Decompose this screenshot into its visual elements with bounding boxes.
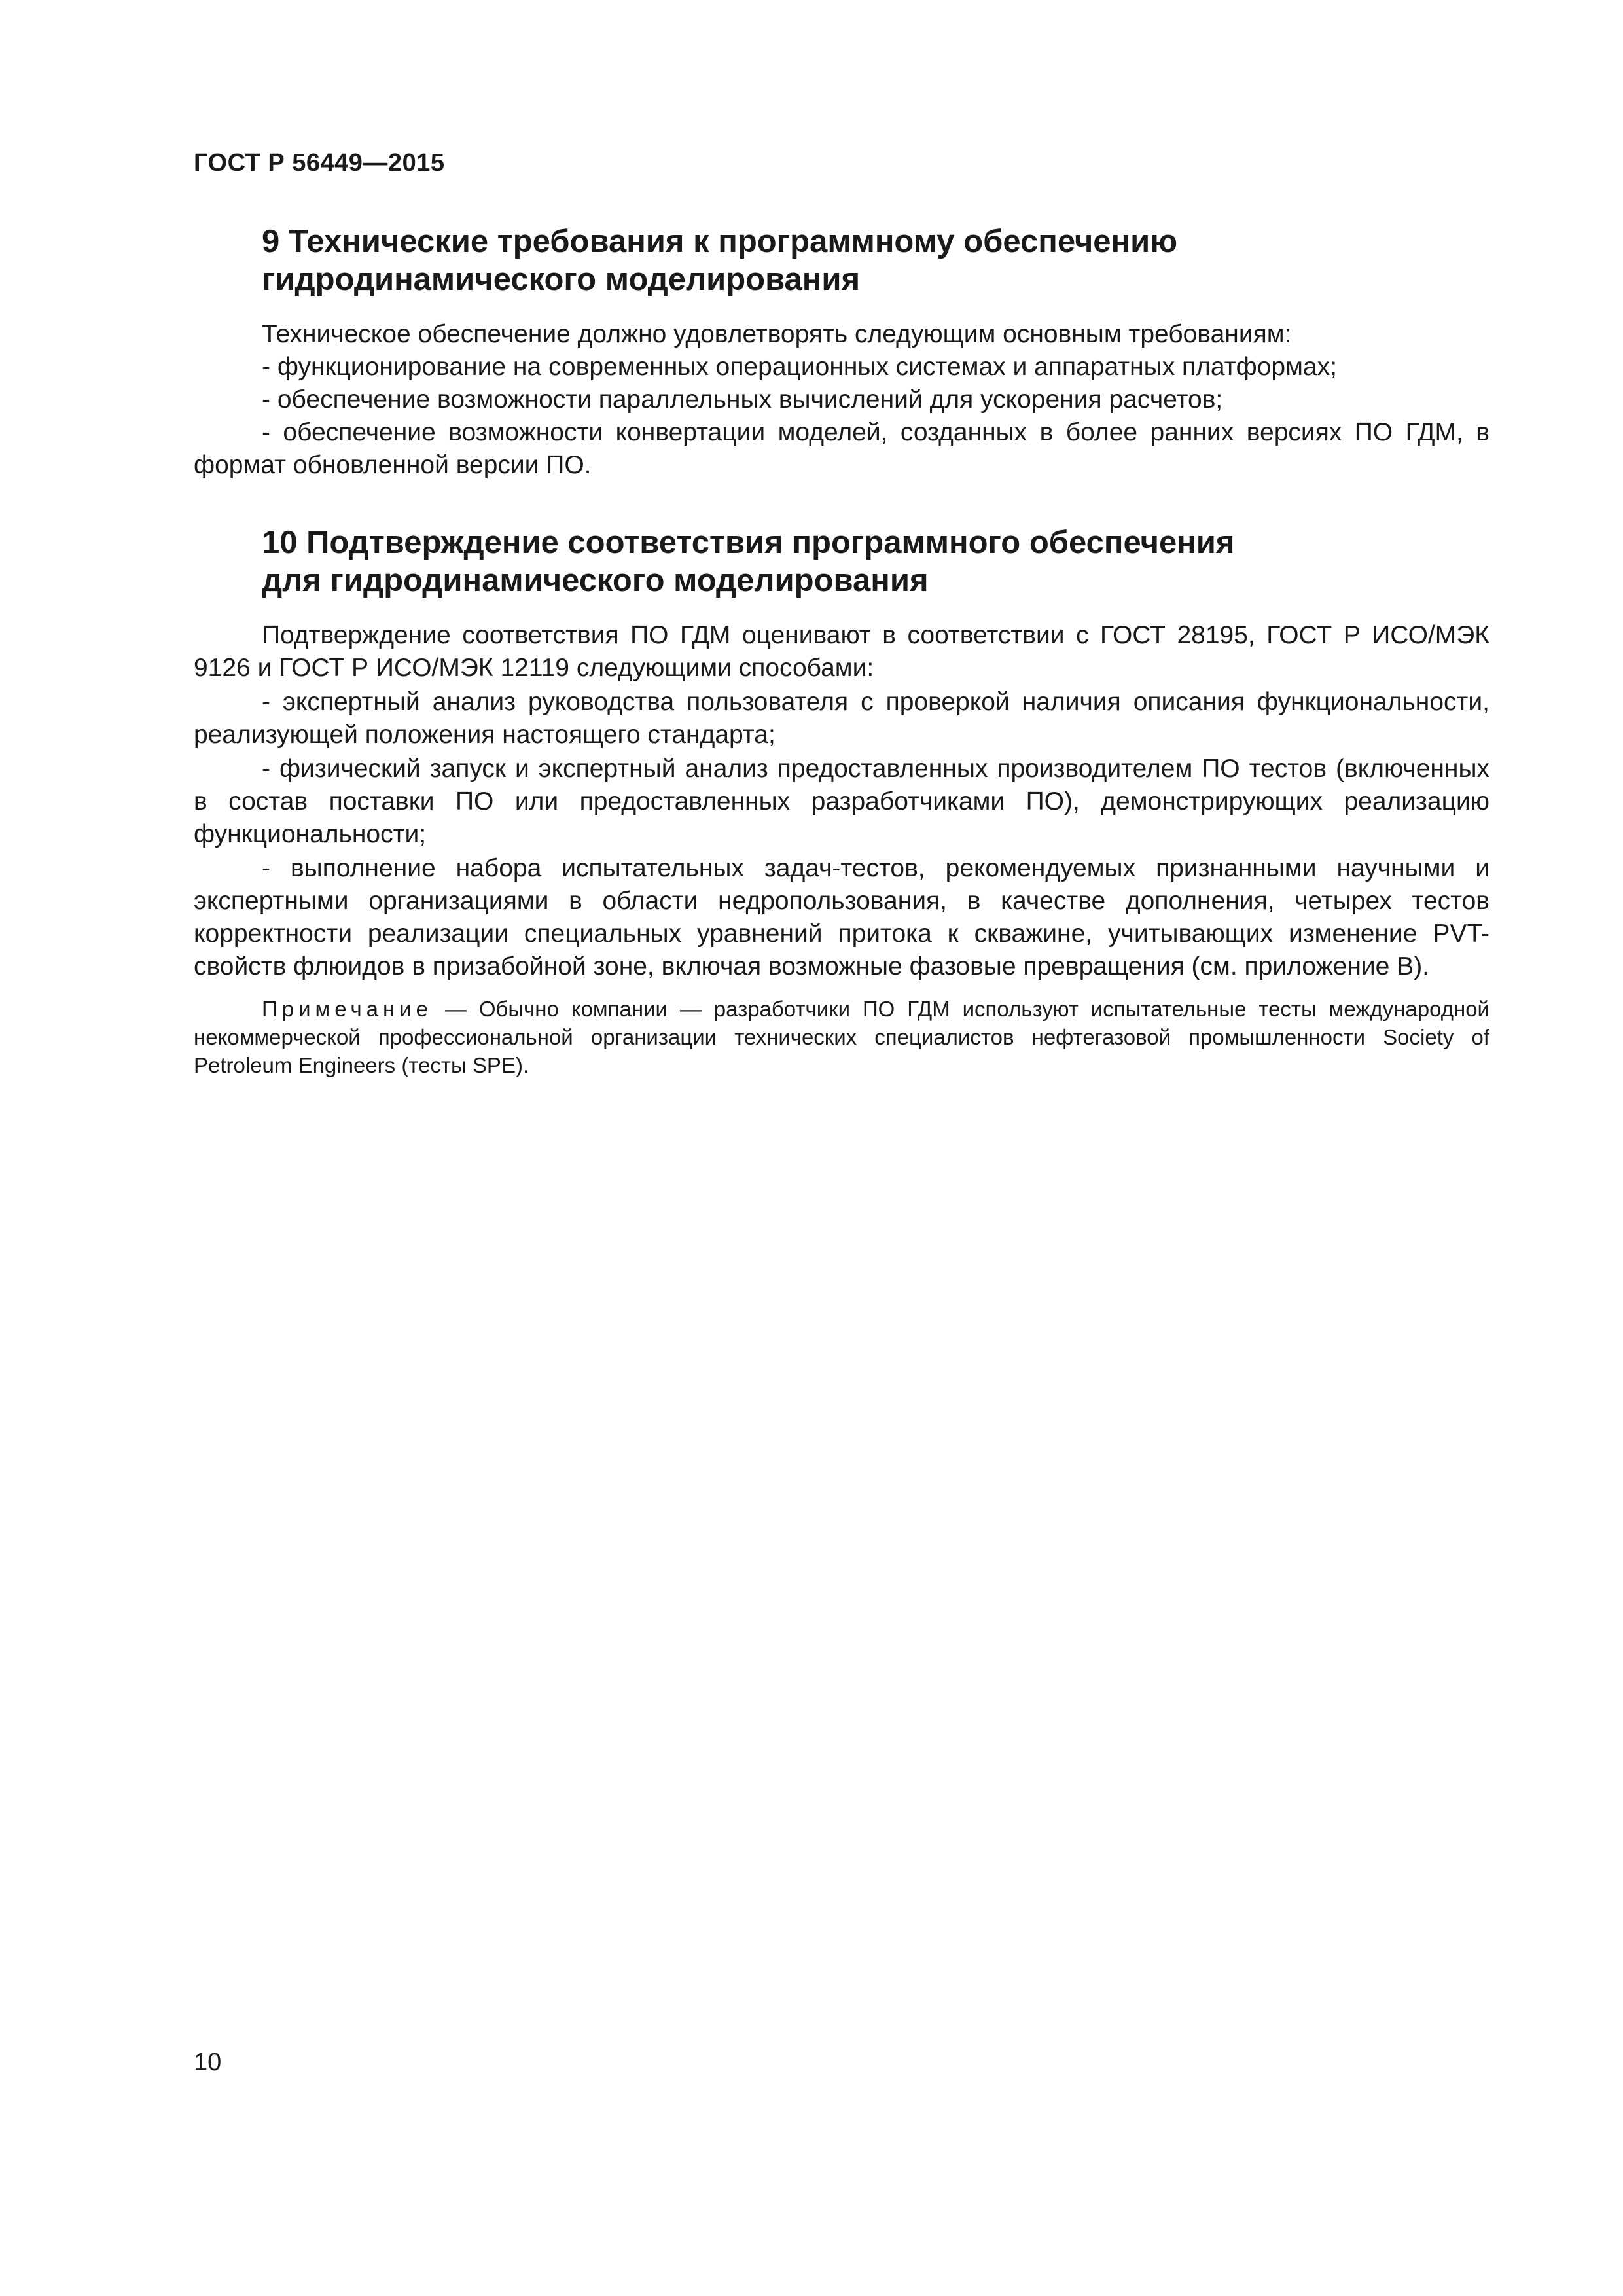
section-10-item: - выполнение набора испытательных задач-тестов, рекомендуемых признанными научными и экспертными организациями в области недропользования, в качестве дополнения, четырех тестов корректности реализации специальных уравнений притока к скважине, учитывающих изменение PVT-свойств флюидов в призабойной зоне, включая возможные фазовые превращения (см. приложение В). (194, 854, 1489, 980)
standard-code-header: ГОСТ Р 56449—2015 (194, 149, 445, 177)
section-9-heading (262, 223, 1489, 298)
section-10-heading-line-2: для гидродинамического моделирования (262, 563, 929, 598)
note (194, 995, 1489, 1079)
section-10-item: - физический запуск и экспертный анализ предоставленных производителем ПО тестов (включенных в состав поставки ПО или предоставленных разработчиками ПО), демонстрирующих реализацию функциональности; (194, 755, 1489, 848)
section-10 (194, 524, 1489, 1079)
section-9-heading-line-2: гидродинамического моделирования (262, 262, 861, 297)
section-9-item: - обеспечение возможности конвертации моделей, созданных в более ранних версиях ПО ГДМ, в формат обновленной версии ПО. (194, 418, 1489, 479)
section-9-intro: Техническое обеспечение должно удовлетворять следующим основным требованиям: (262, 320, 1292, 348)
section-10-intro: Подтверждение соответствия ПО ГДМ оценивают в соответствии с ГОСТ 28195, ГОСТ Р ИСО/МЭК 9126 и ГОСТ Р ИСО/МЭК 12119 следующими способами: (194, 621, 1489, 682)
section-9 (194, 223, 1489, 482)
section-10-item: - экспертный анализ руководства пользователя с проверкой наличия описания функциональности, реализующей положения настоящего стандарта; (194, 688, 1489, 749)
note-label: Примечание (262, 997, 433, 1021)
section-9-heading-line-1: 9 Технические требования к программному обеспечению (262, 224, 1178, 259)
section-9-item: - функционирование на современных операционных системах и аппаратных платформах; (262, 353, 1337, 381)
section-9-item: - обеспечение возможности параллельных вычислений для ускорения расчетов; (262, 386, 1223, 414)
note-text: — Обычно компании — разработчики ПО ГДМ используют испытательные тесты международной некоммерческой профессиональной организации технических специалистов нефтегазовой промышленности Society of Petroleum Engineers (тесты SPE). (194, 997, 1489, 1077)
section-10-heading-line-1: 10 Подтверждение соответствия программного обеспечения (262, 525, 1235, 560)
page-number: 10 (194, 2049, 222, 2076)
section-10-heading (262, 524, 1489, 600)
